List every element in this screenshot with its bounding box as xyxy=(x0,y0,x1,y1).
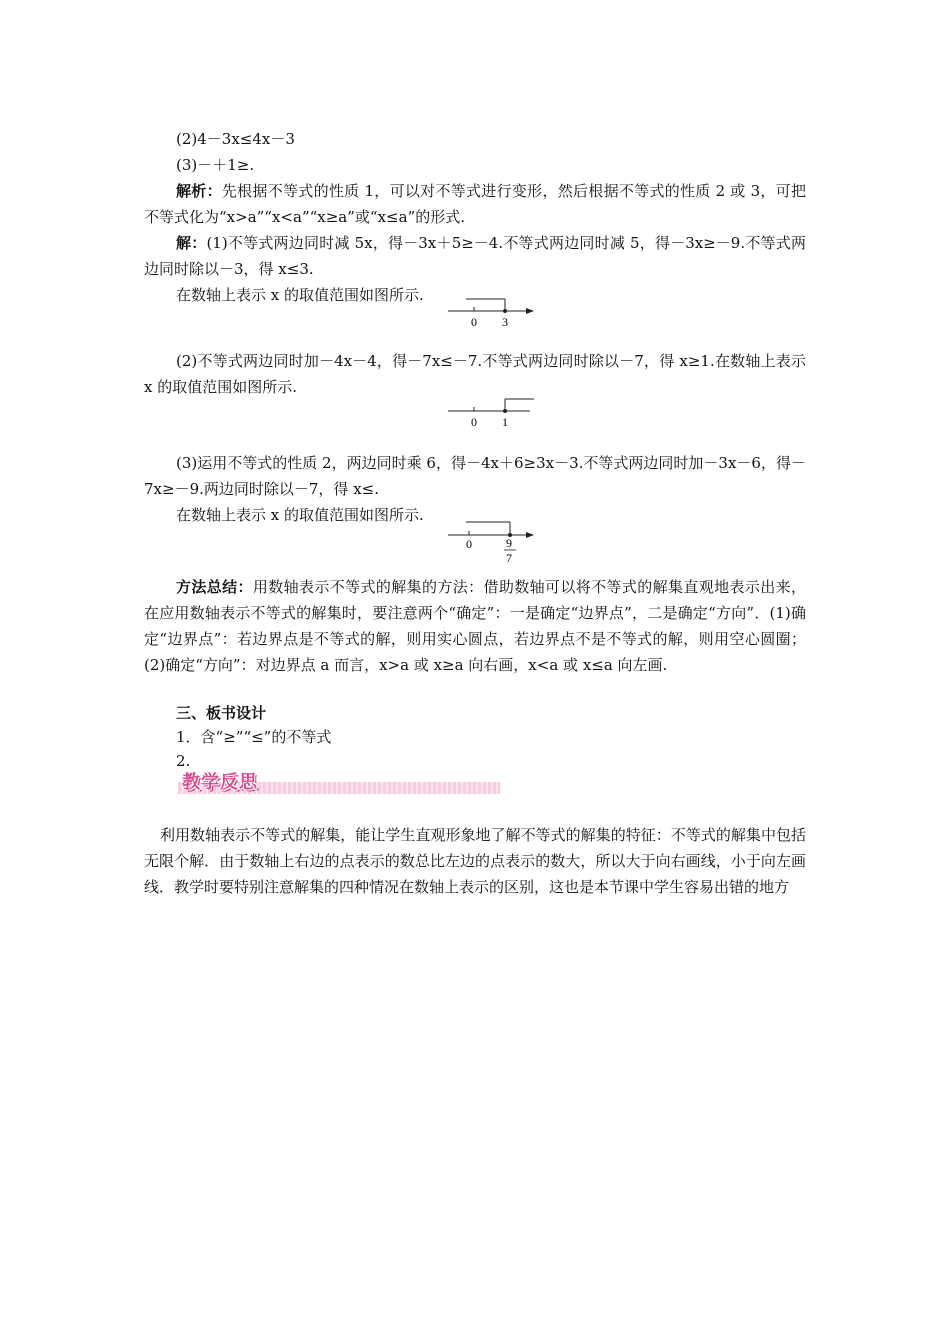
analysis-label: 解析： xyxy=(176,182,222,200)
board-heading: 三、板书设计 xyxy=(176,704,267,722)
axis-arrow xyxy=(526,308,534,314)
solution-2-paragraph: (2)不等式两边同时加－4x－4，得－7x≤－7.不等式两边同时除以－7，得 x≥1.在数轴上表示 x 的取值范围如图所示. xyxy=(144,352,806,396)
solution-1-text: (1)不等式两边同时减 5x，得－3x＋5≥－4.不等式两边同时减 5，得－3x≥－9.不等式两边同时除以－3，得 x≤3. xyxy=(144,234,806,278)
solution-3-paragraph: (3)运用不等式的性质 2，两边同时乘 6，得－4x＋6≥3x－3.不等式两边同时加－3x－6，得－7x≥－9.两边同时除以－7，得 x≤. xyxy=(144,454,806,498)
solution-1-axis-caption: 在数轴上表示 x 的取值范围如图所示. xyxy=(176,286,424,304)
analysis-text: 先根据不等式的性质 1，可以对不等式进行变形，然后根据不等式的性质 2 或 3，可把不等式化为“x>a”“x<a”“x≥a”或“x≤a”的形式. xyxy=(144,182,806,226)
solid-point xyxy=(503,309,507,313)
axis-arrow xyxy=(526,532,534,538)
reflection-banner xyxy=(178,770,500,798)
label-point: 3 xyxy=(502,315,508,329)
method-text: 用数轴表示不等式的解集的方法：借助数轴可以将不等式的解集直观地表示出来，在应用数轴表示不等式的解集时，要注意两个“确定”：一是确定“边界点”，二是确定“方向”．(1)确定“边界点”：若边界点是不等式的解，则用实心圆点，若边界点不是不等式的解，则用空心圆圈；(2)确定“方向”：对边界点 a 而言，x>a 或 x≥a 向右画，x<a 或 x≤a 向左画. xyxy=(144,578,806,674)
label-zero: 0 xyxy=(471,315,477,329)
problem-3: (3)－＋1≥. xyxy=(176,156,255,174)
method-label: 方法总结： xyxy=(176,578,253,596)
label-point: 1 xyxy=(502,415,508,429)
board-item-2: 2. xyxy=(176,752,191,770)
board-item-1: 1．含“≥”“≤”的不等式 xyxy=(176,728,332,746)
solution-3-axis-caption: 在数轴上表示 x 的取值范围如图所示. xyxy=(176,506,424,524)
banner-title: 教学反思 xyxy=(182,772,258,793)
label-fraction-denominator: 7 xyxy=(506,551,512,565)
label-zero: 0 xyxy=(466,537,472,551)
label-zero: 0 xyxy=(471,415,477,429)
solution-label: 解： xyxy=(176,234,207,252)
label-fraction-numerator: 9 xyxy=(506,536,512,550)
reflection-paragraph: 利用数轴表示不等式的解集，能让学生直观形象地了解不等式的解集的特征：不等式的解集中包括无限个解．由于数轴上右边的点表示的数总比左边的点表示的数大，所以大于向右画线，小于向左画线．教学时要特别注意解集的四种情况在数轴上表示的区别，这也是本节课中学生容易出错的地方 xyxy=(144,826,806,896)
number-line-3 xyxy=(440,516,550,566)
problem-2: (2)4－3x≤4x－3 xyxy=(176,130,295,148)
analysis-paragraph xyxy=(144,178,806,230)
number-line-1 xyxy=(440,294,550,330)
method-summary-paragraph xyxy=(144,574,806,678)
number-line-2 xyxy=(440,394,550,430)
solution-1-paragraph xyxy=(144,230,806,282)
solid-point xyxy=(503,409,507,413)
